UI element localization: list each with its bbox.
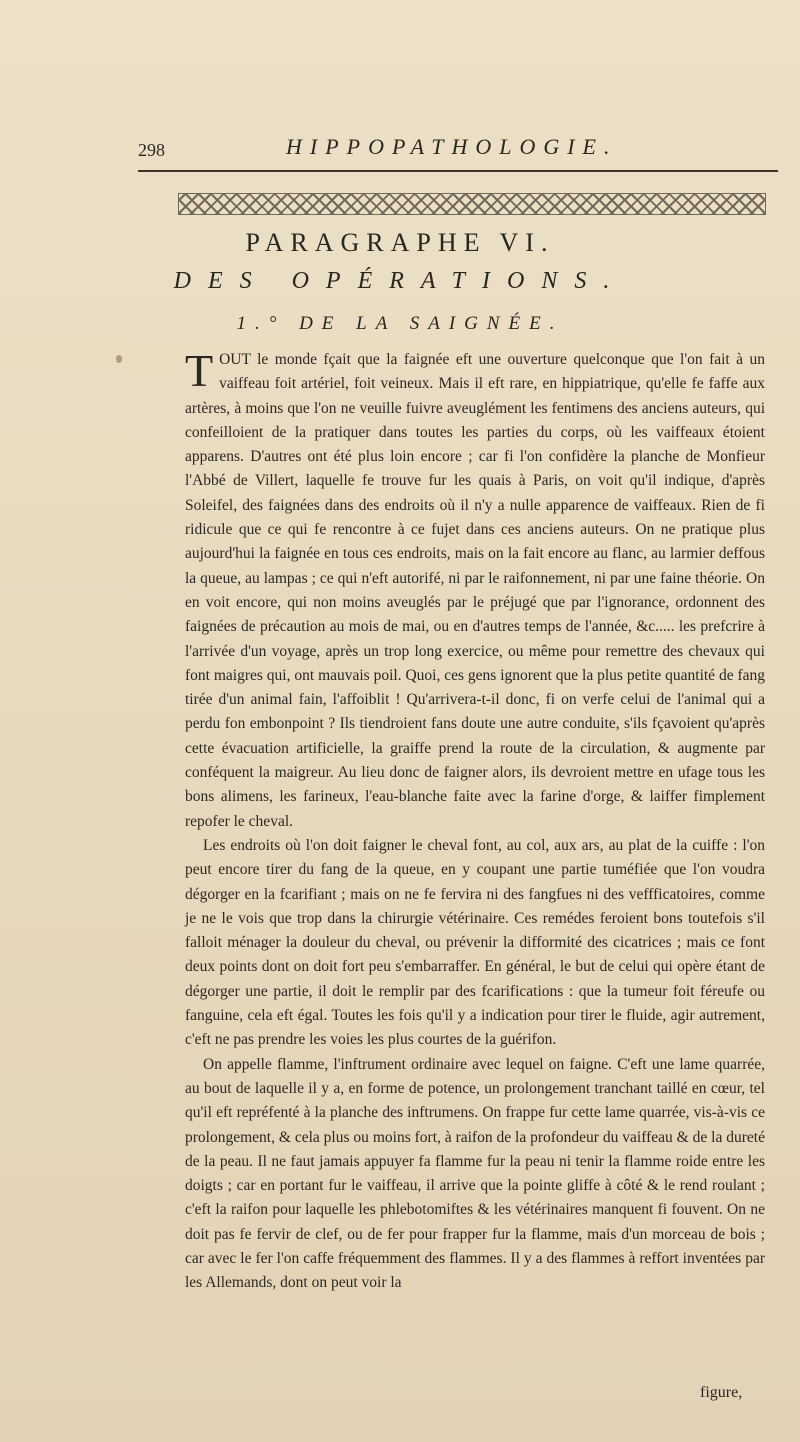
ink-stain xyxy=(116,355,122,363)
drop-cap: T xyxy=(185,345,214,396)
running-title: HIPPOPATHOLOGIE. xyxy=(286,134,618,159)
decorative-border-ornament xyxy=(178,193,766,215)
body-paragraph: On appelle flamme, l'inftrument ordinaire avec lequel on faigne. C'eft une lame quarrée, au bout de laquelle il y a, en forme de potence, un prolongement tranchant taillé en cœur, tel qu'il eft repréfenté à la planche des inftrumens. On frappe fur cette lame quarrée, vis-à-vis ce prolongement, & cela plus ou moins fort, à raifon de la profondeur du vaiffeau & de la dureté de la peau. Il ne faut jamais appuyer fa flamme fur la peau ni tenir la flamme roide entre les doigts ; car en portant fur le vaiffeau, il arrive que la pointe gliffe à côté & le rend roulant ; c'eft la raifon pour laquelle les phlebotomiftes & les vétérinaires manquent fi fouvent. On ne doit pas fe fervir de clef, ou de fer pour frapper fur la flamme, mais d'un morceau de bois ; car avec le fer l'on caffe fréquemment des flammes. Il y a des flammes à reffort inventées par les Allemands, dont on peut voir la xyxy=(185,1055,765,1292)
body-paragraph xyxy=(185,345,765,834)
page-number: 298 xyxy=(138,140,165,160)
paragraph-heading: PARAGRAPHE VI. xyxy=(245,228,555,257)
body-paragraph: Les endroits où l'on doit faigner le cheval font, au col, aux ars, au plat de la cuiffe : l'on peut encore tirer du fang de la queue, en y coupant une partie tuméfiée que l'on voudra dégorger en la fcarifiant ; mais on ne fe fervira ni des fangfues ni des veffficatoires, comme je ne le vois que trop dans la chirurgie vétérinaire. Ces remédes feroient bons toutefois s'il falloit ménager la douleur du cheval, ou prévenir la difformité des cicatrices ; mais ce font deux points dont on doit fort peu s'embarraffer. En général, le but de celui qui opère étant de dégorger une partie, il doit le remplir par des fcarifications : que la tumeur foit féreufe ou fanguine, cela eft égal. Toutes les fois qu'il y a indication pour tirer le fluide, agir autrement, c'eft ne pas prendre les voies les plus courtes de la guérifon. xyxy=(185,836,765,1049)
body-text xyxy=(185,345,765,1296)
paragraph-text: OUT le monde fçait que la faignée eft une ouverture quelconque que l'on fait à un vaiffeau foit artériel, foit veineux. Mais il eft rare, en hippiatrique, qu'elle fe faffe aux artères, à moins que l'on ne veuille fuivre aveuglément les fentimens des anciens auteurs, qui confeilloient de la pratiquer dans toutes les parties du corps, où les vaiffeaux étoient apparens. D'autres ont été plus loin encore ; car fi l'on confidère la planche de Monfieur l'Abbé de Villert, laquelle fe trouve fur les quais à Paris, on voit qu'il indique, d'après Soleifel, des faignées dans des endroits où il n'y a nulle apparence de vaiffeaux. Rien de fi ridicule que ce qui fe rencontre à ce fujet dans ces anciens auteurs. On ne pratique plus aujourd'hui la faignée en tous ces endroits, mais on la fait encore au flanc, au larmier deffous la queue, au lampas ; ce qui n'eft autorifé, ni par le raifonnement, ni par une faine théorie. On en voit encore, qui non moins aveuglés par le préjugé que par l'ignorance, ordonnent des faignées de précaution au mois de mai, ou en d'autres temps de l'année, &c..... les prefcrire à l'arrivée d'un voyage, après un trop long exercice, ou même pour remettre des chevaux qui font maigres qui, ont mauvais poil. Quoi, ces gens ignorent que la plus petite quantité de fang tirée d'un animal fain, l'affoiblit ! Qu'arrivera-t-il donc, fi on verfe celui de l'animal qui a perdu fon embonpoint ? Ils tiendroient fans doute une autre conduite, s'ils fçavoient qu'après cette évacuation artificielle, la graiffe prend la route de la circulation, & augmente par conféquent la maigreur. Au lieu donc de faigner alors, ils devroient mettre en ufage tous les bons alimens, les farineux, l'eau-blanche faite avec la farine d'orge, & laiffer fimplement repofer le cheval. xyxy=(185,351,765,830)
page-header xyxy=(138,134,778,164)
catchword: figure, xyxy=(700,1384,743,1401)
header-rule xyxy=(138,170,778,172)
subsection-title: 1.° DE LA SAIGNÉE. xyxy=(236,313,564,334)
section-title: DES OPÉRATIONS. xyxy=(173,268,627,294)
